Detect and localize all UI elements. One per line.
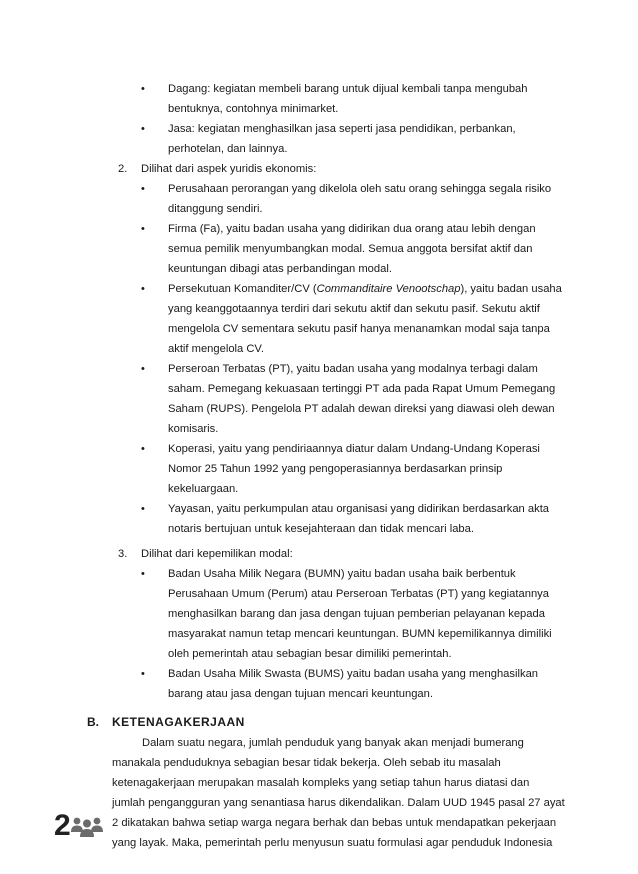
bullet-item-cv: Persekutuan Komanditer/CV (Commanditaire Venootschap), yaitu badan usaha yang keanggotaannya terdiri dari sekutu aktif dan sekutu pasif. Sekutu aktif mengelola CV sementara sekutu pasif hanya menanamkan modal saja tanpa aktif mengelola CV. [168, 283, 562, 355]
section-letter: B. [87, 715, 99, 729]
bullet-item-dagang: Dagang: kegiatan membeli barang untuk dijual kembali tanpa mengubah bentuknya, contohnya minimarket. [168, 83, 528, 115]
bullet-marker: • [141, 503, 145, 515]
bullet-item-koperasi: Koperasi, yaitu yang pendiriaannya diatur dalam Undang-Undang Koperasi Nomor 25 Tahun 1992 yang pengoperasiannya berdasarkan prinsip kekeluargaan. [168, 443, 540, 495]
bullet-marker: • [141, 283, 145, 295]
bullet-marker: • [141, 183, 145, 195]
bullet-marker: • [141, 668, 145, 680]
bullet-marker: • [141, 443, 145, 455]
section-paragraph: Dalam suatu negara, jumlah penduduk yang banyak akan menjadi bumerang manakala penduduknya sebagian besar tidak bekerja. Oleh sebab itu masalah ketenagakerjaan merupakan masalah kompleks yang setiap tahun harus diatasi dan jumlah pengangguran yang senantiasa harus dikendalikan. Dalam UUD 1945 pasal 27 ayat 2 dikatakan bahwa setiap warga negara berhak dan bebas untuk mendapatkan pekerjaan yang layak. Maka, pemerintah perlu menyusun suatu formulasi agar penduduk Indonesia [112, 737, 565, 850]
list-item-label: Dilihat dari aspek yuridis ekonomis: [141, 163, 317, 175]
list-number: 3. [118, 548, 128, 560]
bullet-item-perorangan: Perusahaan perorangan yang dikelola oleh satu orang sehingga segala risiko ditanggung sendiri. [168, 183, 552, 215]
bullet-item-bumn: Badan Usaha Milik Negara (BUMN) yaitu badan usaha baik berbentuk Perusahaan Umum (Perum) atau Perseroan Terbatas (PT) yang kegiatannya menghasilkan barang dan jasa dengan tujuan pemberian pelayanan kepada masyarakat namun tetap mencari keuntungan. BUMN kepemilikannya dimiliki oleh pemerintah atau sebagian besar dimiliki pemerintah. [168, 568, 552, 660]
bullet-item-jasa: Jasa: kegiatan menghasilkan jasa seperti jasa pendidikan, perbankan, perhotelan, dan lainnya. [168, 123, 516, 155]
section-heading: KETENAGAKERJAAN [112, 715, 245, 729]
bullet-marker: • [141, 83, 145, 95]
people-group-icon [70, 816, 104, 843]
bullet-marker: • [141, 363, 145, 375]
list-item-label: Dilihat dari kepemilikan modal: [141, 548, 293, 560]
bullet-item-bums: Badan Usaha Milik Swasta (BUMS) yaitu badan usaha yang menghasilkan barang atau jasa dengan tujuan mencari keuntungan. [168, 668, 539, 700]
bullet-item-pt: Perseroan Terbatas (PT), yaitu badan usaha yang modalnya terbagi dalam saham. Pemegang kekuasaan tertinggi PT ada pada Rapat Umum Pemegang Saham (RUPS). Pengelola PT adalah dewan direksi yang diawasi oleh dewan komisaris. [168, 363, 556, 435]
bullet-item-firma: Firma (Fa), yaitu badan usaha yang didirikan dua orang atau lebih dengan semua pemilik menyumbangkan modal. Semua anggota bersifat aktif dan keuntungan dibagi atas perbandingan modal. [168, 223, 536, 275]
bullet-item-yayasan: Yayasan, yaitu perkumpulan atau organisasi yang didirikan berdasarkan akta notaris bertujuan untuk kesejahteraan dan tidak mencari laba. [168, 503, 550, 535]
bullet-marker: • [141, 123, 145, 135]
list-number: 2. [118, 163, 128, 175]
bullet-marker: • [141, 223, 145, 235]
bullet-marker: • [141, 568, 145, 580]
page-number: 2 [54, 809, 71, 842]
